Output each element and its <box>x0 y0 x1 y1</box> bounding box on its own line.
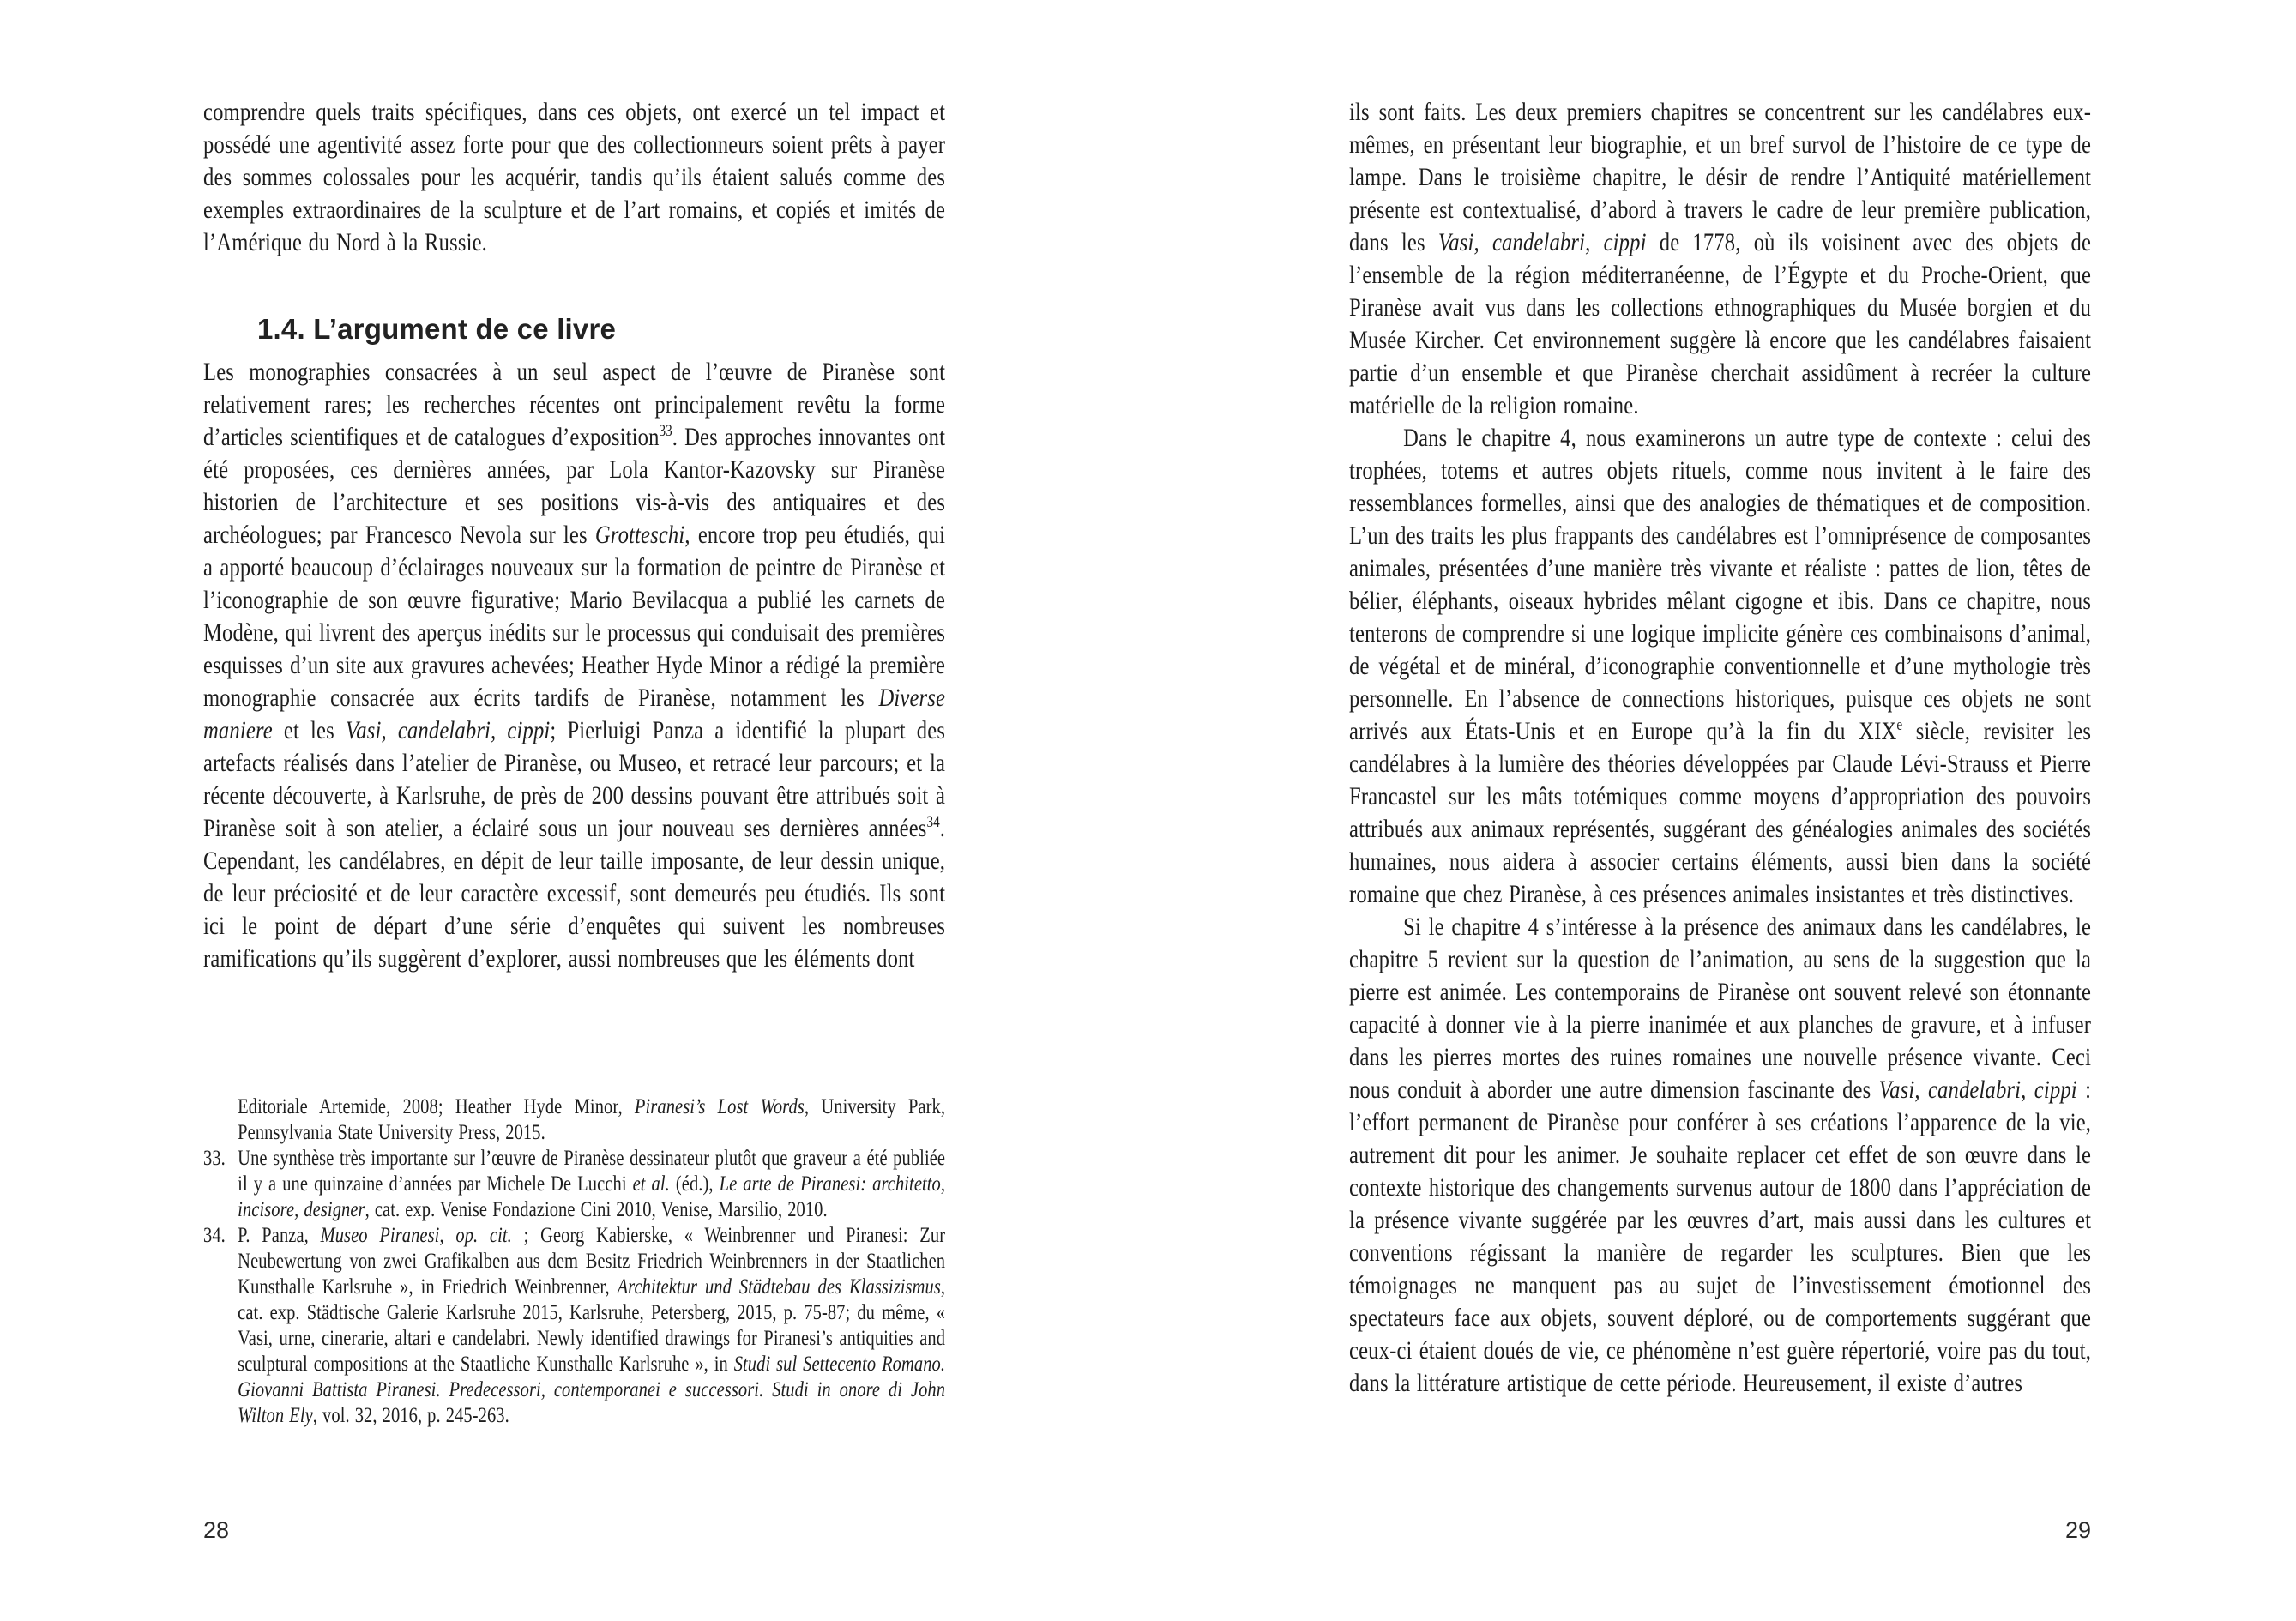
footnote-number: 34. <box>203 1224 226 1247</box>
paragraph-chapter-5: Si le chapitre 4 s’intéresse à la présence des animaux dans les candélabres, le chapitre 5 revient sur la question de l’animation, au sens de la suggestion que la pierre est animée. Les contemporains de Piranèse ont souvent relevé son étonnante capacité à donner vie à la pierre inanimée et aux planches de gravure, et à infuser dans les pierres mortes des ruines romaines une nouvelle présence vivante. Ceci nous conduit à aborder une autre dimension fascinante des Vasi, candelabri, cippi : l’effort permanent de Piranèse pour conférer à ses créations l’apparence de la vie, autrement dit pour les animer. Je souhaite replacer cet effet de son œuvre dans le contexte historique des changements survenus autour de 1800 dans l’appréciation de la présence vivante suggérée par les œuvres d’art, mais aussi dans les cultures et conventions régissant la manière de regarder les sculptures. Bien que les témoignages ne manquent pas au sujet de l’investissement émotionnel des spectateurs face aux objets, souvent déploré, ou de comportements suggérant que ceux-ci étaient doués de vie, ce phénomène n’est guère répertorié, voire pas du tout, dans la littérature artistique de cette période. Heureusement, il existe d’autres <box>1349 913 2092 1397</box>
page-right <box>1154 0 2296 1621</box>
footnotes-block <box>203 1094 945 1429</box>
paragraph-continuation: comprendre quels traits spécifiques, dans ces objets, ont exercé un tel impact et possédé une agentivité assez forte pour que des collectionneurs soient prêts à payer des sommes colossales pour les acquérir, tandis qu’ils étaient salués comme des exemples extraordinaires de la sculpture et de l’art romains, et copiés et imités de l’Amérique du Nord à la Russie. <box>203 98 946 256</box>
section-heading: 1.4. L’argument de ce livre <box>257 313 617 345</box>
footnote-continuation: Editoriale Artemide, 2008; Heather Hyde Minor, Piranesi’s Lost Words, University Park, Pennsylvania State University Press, 2015. <box>238 1095 946 1144</box>
footnote-text: P. Panza, Museo Piranesi, op. cit. ; Georg Kabierske, « Weinbrenner und Piranesi: Zur Neubewertung von zwei Grafikalben aus dem Besitz Friedrich Weinbrenners in der Staatlichen Kunsthalle Karlsruhe », in Friedrich Weinbrenner, Architektur und Städtebau des Klassizismus, cat. exp. Städtische Galerie Karlsruhe 2015, Karlsruhe, Petersberg, 2015, p. 75-87; du même, « Vasi, urne, cinerarie, altari e candelabri. Newly identified drawings for Piranesi’s antiquities and sculptural compositions at the Staatliche Kunsthalle Karlsruhe », in Studi sul Settecento Romano. Giovanni Battista Piranesi. Predecessori, contemporanei e successori. Studi in onore di John Wilton Ely, vol. 32, 2016, p. 245-263. <box>238 1224 946 1427</box>
page-number-left: 28 <box>203 1517 230 1543</box>
footnote-33 <box>203 1146 945 1223</box>
paragraph-chapters-overview: ils sont faits. Les deux premiers chapitres se concentrent sur les candélabres eux-mêmes, en présentant leur biographie, et un bref survol de l’histoire de ce type de lampe. Dans le troisième chapitre, le désir de rendre l’Antiquité matériellement présente est contextualisé, d’abord à travers le cadre de leur première publication, dans les Vasi, candelabri, cippi de 1778, où ils voisinent avec des objets de l’ensemble de la région méditerranéenne, de l’Égypte et du Proche-Orient, que Piranèse avait vus dans les collections ethnographiques du Musée borgien et du Musée Kircher. Cet environnement suggère là encore que les candélabres faisaient partie d’un ensemble et que Piranèse cherchait assidûment à recréer la culture matérielle de la religion romaine. <box>1349 98 2092 419</box>
footnote-number: 33. <box>203 1147 226 1170</box>
paragraph-chapter-4: Dans le chapitre 4, nous examinerons un autre type de contexte : celui des trophées, totems et autres objets rituels, comme nous invitent à le faire des ressemblances formelles, ainsi que des analogies de thématiques et de composition. L’un des traits les plus frappants des candélabres est l’omniprésence de composantes animales, présentées d’une manière très vivante et réaliste : pattes de lion, têtes de bélier, éléphants, oiseaux hybrides mêlant cigogne et ibis. Dans ce chapitre, nous tenterons de comprendre si une logique implicite génère ces combinaisons d’animal, de végétal et de minéral, d’iconographie conventionnelle et d’une mythologie très personnelle. En l’absence de connections historiques, puisque ces objets ne sont arrivés aux États-Unis et en Europe qu’à la fin du XIXe siècle, revisiter les candélabres à la lumière des théories développées par Claude Lévi-Strauss et Pierre Francastel sur les mâts totémiques comme moyens d’appropriation des pouvoirs attribués aux animaux représentés, suggérant des généalogies animales des sociétés humaines, nous aidera à associer certains éléments, aussi bien dans la société romaine que chez Piranèse, à ces présences animales insistantes et très distinctives. <box>1349 424 2092 908</box>
footnote-text: Une synthèse très importante sur l’œuvre de Piranèse dessinateur plutôt que graveur a été publiée il y a une quinzaine d’années par Michele De Lucchi et al. (éd.), Le arte de Piranesi: architetto, incisore, designer, cat. exp. Venise Fondazione Cini 2010, Venise, Marsilio, 2010. <box>238 1147 946 1221</box>
right-text-column <box>1349 96 2091 1400</box>
page-number-right: 29 <box>2064 1517 2091 1543</box>
paragraph-argument: Les monographies consacrées à un seul aspect de l’œuvre de Piranèse sont relativement rares; les recherches récentes ont principalement revêtu la forme d’articles scientifiques et de catalogues d’exposition$^{33}$. Des approches innovantes ont été proposées, ces dernières années, par Lola Kantor-Kazovsky sur Piranèse historien de l’architecture et ses positions vis-à-vis des antiquaires et des archéologues; par Francesco Nevola sur les Grotteschi, encore trop peu étudiés, qui a apporté beaucoup d’éclairages nouveaux sur la formation de peintre de Piranèse et l’iconographie de son œuvre figurative; Mario Bevilacqua a publié les carnets de Modène, qui livrent des aperçus inédits sur le processus qui conduisait des premières esquisses d’un site aux gravures achevées; Heather Hyde Minor a rédigé la première monographie consacrée aux écrits tardifs de Piranèse, notamment les Diverse maniere et les Vasi, candelabri, cippi; Pierluigi Panza a identifié la plupart des artefacts réalisés dans l’atelier de Piranèse, ou Museo, et retracé leur parcours; et la récente découverte, à Karlsruhe, de près de 200 dessins pouvant être attribués soit à Piranèse soit à son atelier, a éclairé sous un jour nouveau ses dernières années$^{34}$. Cependant, les candélabres, en dépit de leur taille imposante, de leur dessin unique, de leur préciosité et de leur caractère excessif, sont demeurés peu étudiés. Ils sont ici le point de départ d’une série d’enquêtes qui suivent les nombreuses ramifications qu’ils suggèrent d’explorer, aussi nombreuses que les éléments dont <box>203 358 946 973</box>
footnote-34 <box>203 1223 945 1429</box>
